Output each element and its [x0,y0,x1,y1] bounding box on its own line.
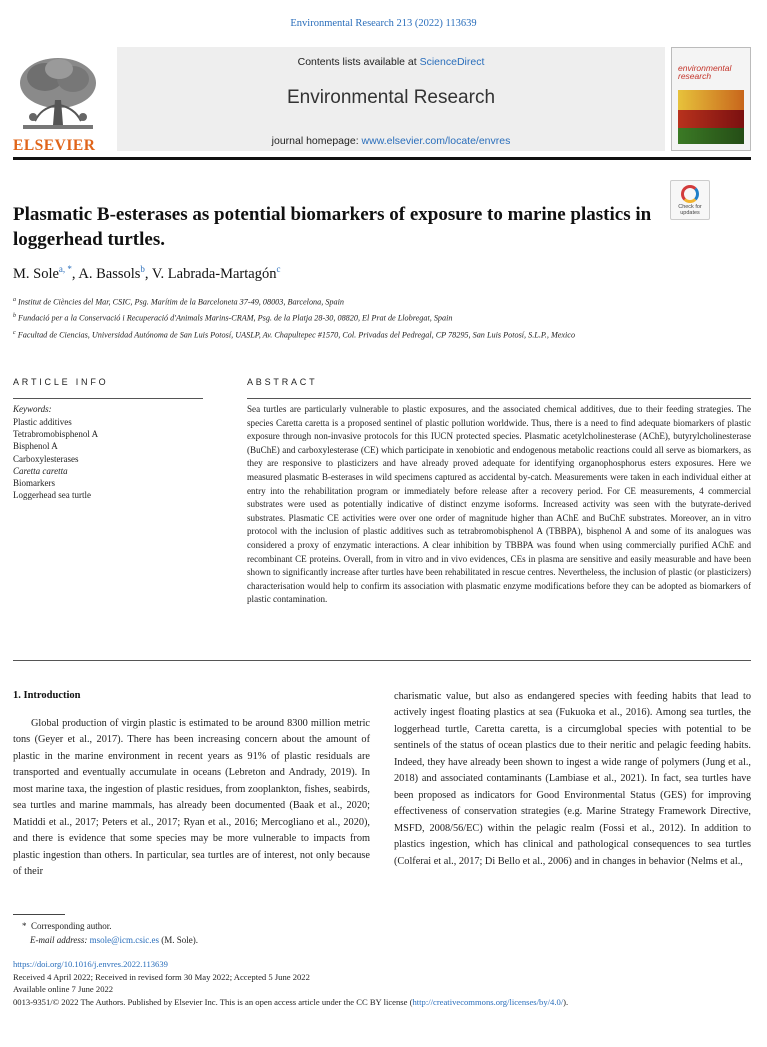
journal-homepage-link[interactable]: www.elsevier.com/locate/envres [361,135,511,147]
keyword: Carboxylesterases [13,453,79,464]
author-affiliation-mark[interactable]: c [276,264,281,274]
abstract-heading: ABSTRACT [247,377,318,387]
cover-art-band [678,128,744,144]
keyword-list [13,416,98,501]
available-online: Available online 7 June 2022 [13,984,114,995]
article-title: Plasmatic B-esterases as potential biomarkers of exposure to marine plastics in loggerhead turtles. [13,204,652,250]
elsevier-logo [13,55,103,154]
license-link[interactable]: http://creativecommons.org/licenses/by/4.0/ [412,996,564,1007]
body-column-left: Global production of virgin plastic is estimated to be around 8300 million metric tons (Geyer et al., 2017). There has been increasing concern about the amount of plastic in the marine environment in recent years as 91% of plastic residuals are transported and eventually accumulate in oceans (Lebreton and Andrady, 2019). In most marine taxa, the ingestion of plastic residues, from zooplankton, fishes, seabirds, sea turtles and marine mammals, has already been documented (Baak et al., 2020; Matiddi et al., 2017; Peters et al., 2017; Ryan et al., 2016; Mercogliano et al., 2020), and there is evidence that some species may be more vulnerable to impacts from plastic ingestion than others. In particular, sea turtles are of interest, not only because of their [13,718,370,878]
elsevier-wordmark: ELSEVIER [13,137,96,154]
journal-masthead [13,47,751,160]
sciencedirect-link[interactable]: ScienceDirect [419,56,485,68]
cover-art-band [678,90,744,110]
check-updates-icon [681,185,699,203]
keyword: Plastic additives [13,417,72,427]
journal-citation[interactable]: Environmental Research 213 (2022) 113639 [290,18,477,29]
author-affiliation-mark[interactable]: b [140,264,145,274]
masthead-divider [13,157,751,160]
cover-art-band [678,110,744,128]
author-name[interactable]: V. Labrada-Martagón [151,265,277,282]
affiliation: $^c$ Facultad de Ciencias, Universidad Autónoma de San Luis Potosí, UASLP, Av. Chapultepec #1570, Col. Privadas del Pedregal, CP 78295, San Luis Potosí, S.L.P., Mexico [13,329,576,340]
article-info-rule [13,398,203,399]
keyword: Bisphenol A [13,441,58,452]
corresponding-author-footnote: * Corresponding author. E-mail address: msole@icm.csic.es (M. Sole). [22,921,198,945]
abstract-text: Sea turtles are particularly vulnerable to plastic exposures, and the associated chemical additives, due to their feeding strategies. The species Caretta caretta is a proposed sentinel of plastic pollution worldwide. Thus, there is a need to find adequate biomarkers of plastic exposure through non-invasive protocols for this IUCN protected species. Plasmatic acetylcholinesterase (AChE), butyrylcholinesterase (BuChE) and carboxylesterase (CE) which participate in xenobiotic and endogenous metabolic reactions could all serve as biomarkers, as they are responsive to plasticizers and have already proved adequate for identifying organophosphorus esters exposures. Here we measured plasmatic B-esterases in wild specimens captured as accidental by-catch. Measurements were taken in each individual either at entry into the rehabilitation program or immediately before release after a recovery period. For CE measurements, 4 commercial substrates were used as potentially indicative of distinct enzyme isoforms. Increased activity was seen with the butyrate-derived substrates. Plasmatic CE activities were over one order of magnitude higher than AChE and BuChE substrates. Moreover, an in vitro protocol with the inclusion of plastic additives such as tetrabromobisphenol A (TBBPA), bisphenol A and some of its analogues was considered a proxy of enzymatic interactions. A clear inhibition by TBBPA was found when using commercially purified AChE and recombinant CE proteins. Overall, from in vitro and in vivo evidences, CEs in plasma are sensitive and easily measurable and have been shown to significantly increase after turtles have been rehabilitated in rescue centres. Nevertheless, the inclusion of plastic (or plasticizers) characterisation would help to confirm its association with plasmatic enzyme modifications before they can be adopted as biomarkers of plastic contamination. [247,404,752,605]
received-dates: Received 4 April 2022; Received in revised form 30 May 2022; Accepted 5 June 2022 [13,971,310,982]
journal-name: Environmental Research [286,87,496,108]
front-matter-divider [13,660,751,661]
license-line: 0013-9351/© 2022 The Authors. Published by Elsevier Inc. This is an open access article under the CC BY license (http://creativecommons.org/licenses/by/4.0/). [13,996,569,1007]
keyword: Caretta caretta [13,465,68,476]
affiliations [13,294,753,343]
keyword: Loggerhead sea turtle [13,490,91,501]
check-for-updates-button[interactable] [670,180,710,220]
abstract-rule [247,398,751,399]
introduction-heading: 1. Introduction [13,690,81,701]
author-email-link[interactable]: msole@icm.csic.es [89,935,159,945]
author-name[interactable]: M. Sole [13,265,59,282]
check-updates-label: Check for updates [678,204,702,216]
footnote-rule [13,914,65,915]
masthead-banner [117,47,665,151]
doi-link[interactable]: https://doi.org/10.1016/j.envres.2022.113639 [13,959,168,969]
elsevier-tree-icon [15,55,101,133]
author-list: M. Sole$^{a, *}$, A. Bassols$^b$, V. Labrada-Martagón$^c$ [13,264,281,282]
cover-title: environmental research [678,63,732,81]
journal-cover-thumbnail[interactable] [671,47,751,151]
article-info-heading: ARTICLE INFO [13,377,109,387]
journal-homepage-line: journal homepage: www.elsevier.com/locate/envres [271,135,511,147]
author-affiliation-mark[interactable]: a, * [58,264,72,274]
affiliation: $^a$ Institut de Ciències del Mar, CSIC, Psg. Marítim de la Barceloneta 37-49, 08003, Barcelona, Spain [13,297,344,307]
article-metadata [13,958,758,1008]
keywords-label: Keywords: [13,404,52,414]
keyword: Biomarkers [13,478,55,489]
contents-lists-line: Contents lists available at ScienceDirect [297,56,485,68]
author-name[interactable]: A. Bassols [78,265,141,282]
affiliation: $^b$ Fundació per a la Conservació i Recuperació d'Animals Marins-CRAM, Psg. de la Platja 28-30, 08820, El Prat de Llobregat, Spain [13,313,453,324]
body-column-right: charismatic value, but also as endangered species with feeding habits that lead to actively ingest floating plastics at sea (Fukuoka et al., 2016). Among sea turtles, the loggerhead turtle, Caretta caretta, is a circumglobal species with potential to be sentinels of the status of ocean plastics due to their neritic and pelagic feeding habits. Indeed, they have already been shown to ingest a wide range of polymers (Jung et al., 2018) and associated contaminants (Lambiase et al., 2021). In fact, sea turtles have been proposed as indicators for Good Environmental Status (GES) for improving effectiveness of conservation strategies (e.g. Marine Strategy Framework Directive, MSFD, 2008/56/EC) within the pelagic realm (Fossi et al., 2012). In addition to plastics ingestion, which has clinical and pathological consequences to sea turtles (Colferai et al., 2017; Di Bello et al., 2006) and in changes in behavior (Nelms et al., [394,691,751,867]
keyword: Tetrabromobisphenol A [13,429,99,440]
